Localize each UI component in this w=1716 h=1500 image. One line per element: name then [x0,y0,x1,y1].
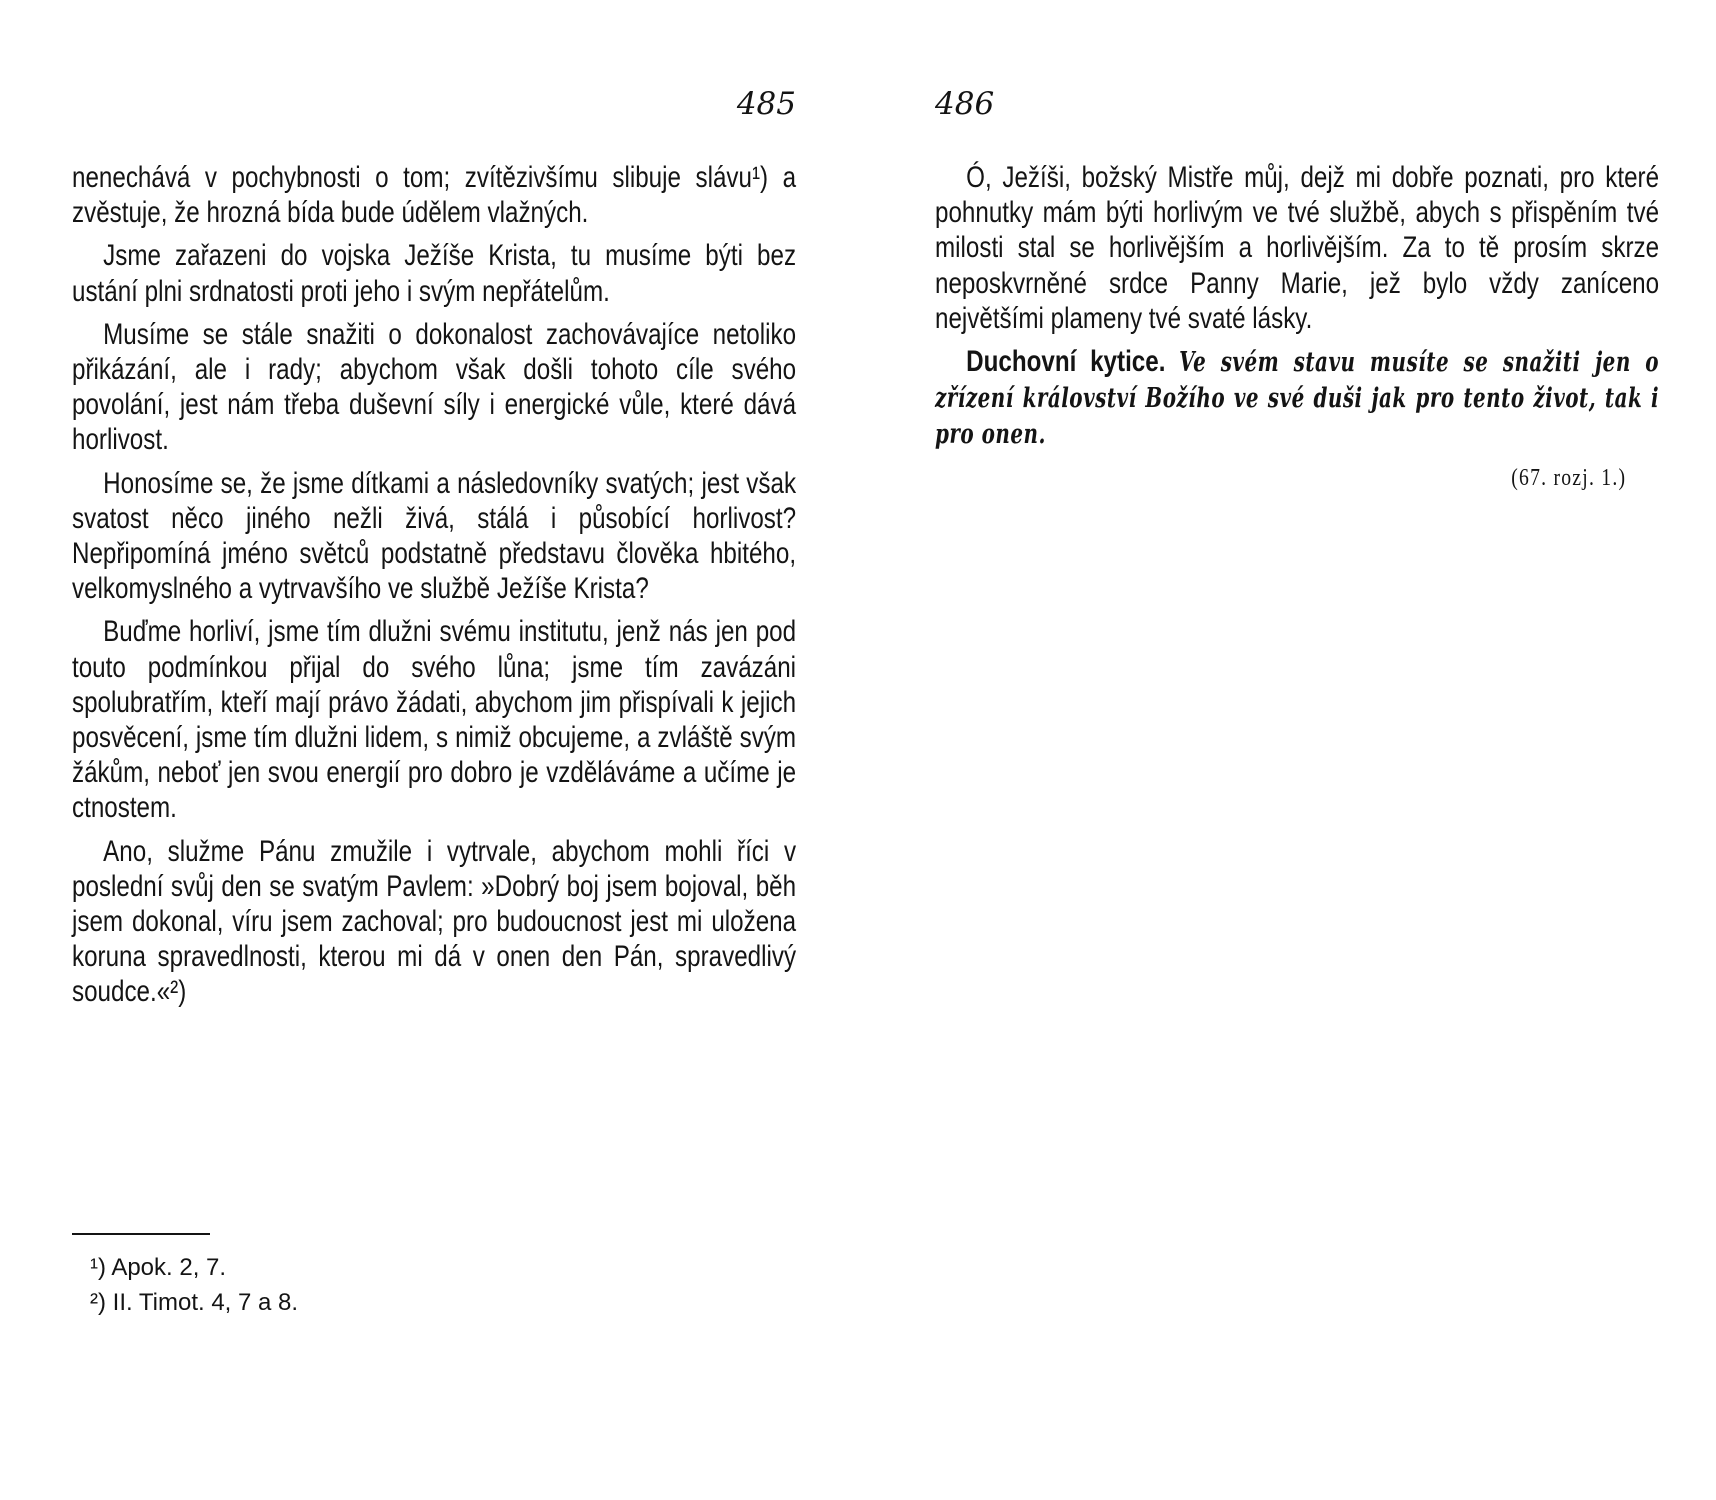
page-number-right: 486 [935,86,995,122]
paragraph-6: Ano, služme Pánu zmužile i vytrvale, abychom mohli říci v poslední svůj den se svatým Pavlem: »Dobrý boj jsem bojoval, běh jsem dokonal, víru jsem zachoval; pro budoucnost jest mi uložena koruna spravedlnosti, kterou mi dá v onen den Pán, spravedlivý soudce.«²) [72,834,797,1009]
prayer-paragraph: Ó, Ježíši, božský Mistře můj, dejž mi dobře poznati, pro které pohnutky mám býti horlivým ve tvé službě, abych s přispěním tvé milosti stal se horlivějším a horlivějším. Za to tě prosím skrze neposkvrněné srdce Panny Marie, jež bylo vždy zaníceno největšími plameny tvé svaté lásky. [935,161,1660,335]
paragraph-1: nenechává v pochybnosti o tom; zvítězivšímu slibuje slávu¹) a zvěstuje, že hrozná bída bude údělem vlažných. [72,161,797,230]
footnote-divider [72,1233,210,1235]
spiritual-bouquet [935,344,1659,453]
footnote-2: ²) II. Timot. 4, 7 a 8. [90,1289,299,1316]
footnote-1: ¹) Apok. 2, 7. [90,1254,227,1281]
paragraph-2: Jsme zařazeni do vojska Ježíše Krista, tu musíme býti bez ustání plni srdnatosti proti jeho i svým nepřátelům. [72,239,797,308]
footnotes [90,1250,298,1320]
bouquet-label: Duchovní kytice. [966,345,1166,379]
right-page-body [935,160,1659,496]
paragraph-3: Musíme se stále snažiti o dokonalost zachovávajíce netoliko přikázání, ale i rady; abychom však došli tohoto cíle svého povolání, jest nám třeba duševní síly i energické vůle, které dává horlivost. [72,317,797,457]
left-page-body [72,160,796,1018]
paragraph-4: Honosíme se, že jsme dítkami a následovníky svatých; jest však svatost něco jiného nežli živá, stálá i působící horlivost? Nepřipomíná jméno světců podstatně představu člověka hbitého, velkomyslného a vytrvavšího ve službě Ježíše Krista? [72,466,797,606]
meditation-reference: (67. rozj. 1.) [1511,464,1627,491]
paragraph-5: Buďme horliví, jsme tím dlužni svému institutu, jenž nás jen pod touto podmínkou přijal do svého lůna; jsme tím zavázáni spolubratřím, kteří mají právo žádati, abychom jim přispívali k jejich posvěcení, jsme tím dlužni lidem, s nimiž obcujeme, a zvláště svým žákům, neboť jen svou energií pro dobro je vzděláváme a učíme je ctnostem. [72,615,797,825]
page-number-left: 485 [736,86,796,122]
bouquet-text: Ve svém stavu musíte se snažiti jen o zřízení království Božího ve své duši jak pro tento život, tak i pro onen. [935,347,1660,451]
